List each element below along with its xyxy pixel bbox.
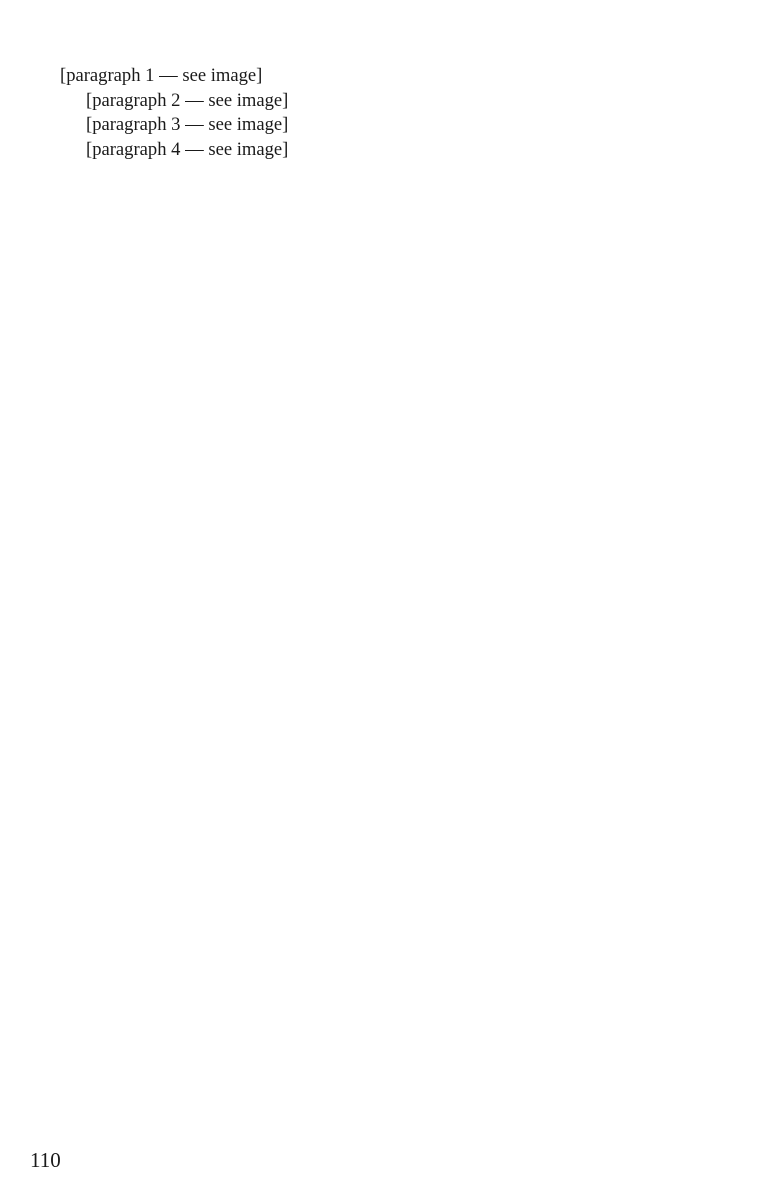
paragraph-continuation: [paragraph 1 — see image] (60, 65, 263, 86)
paragraph-housing-policy: [paragraph 2 — see image] (86, 89, 289, 111)
page-number: 110 (30, 1148, 61, 1172)
paragraph-education: [paragraph 4 — see image] (86, 138, 289, 160)
paragraph-healthcare: [paragraph 3 — see image] (86, 114, 289, 136)
